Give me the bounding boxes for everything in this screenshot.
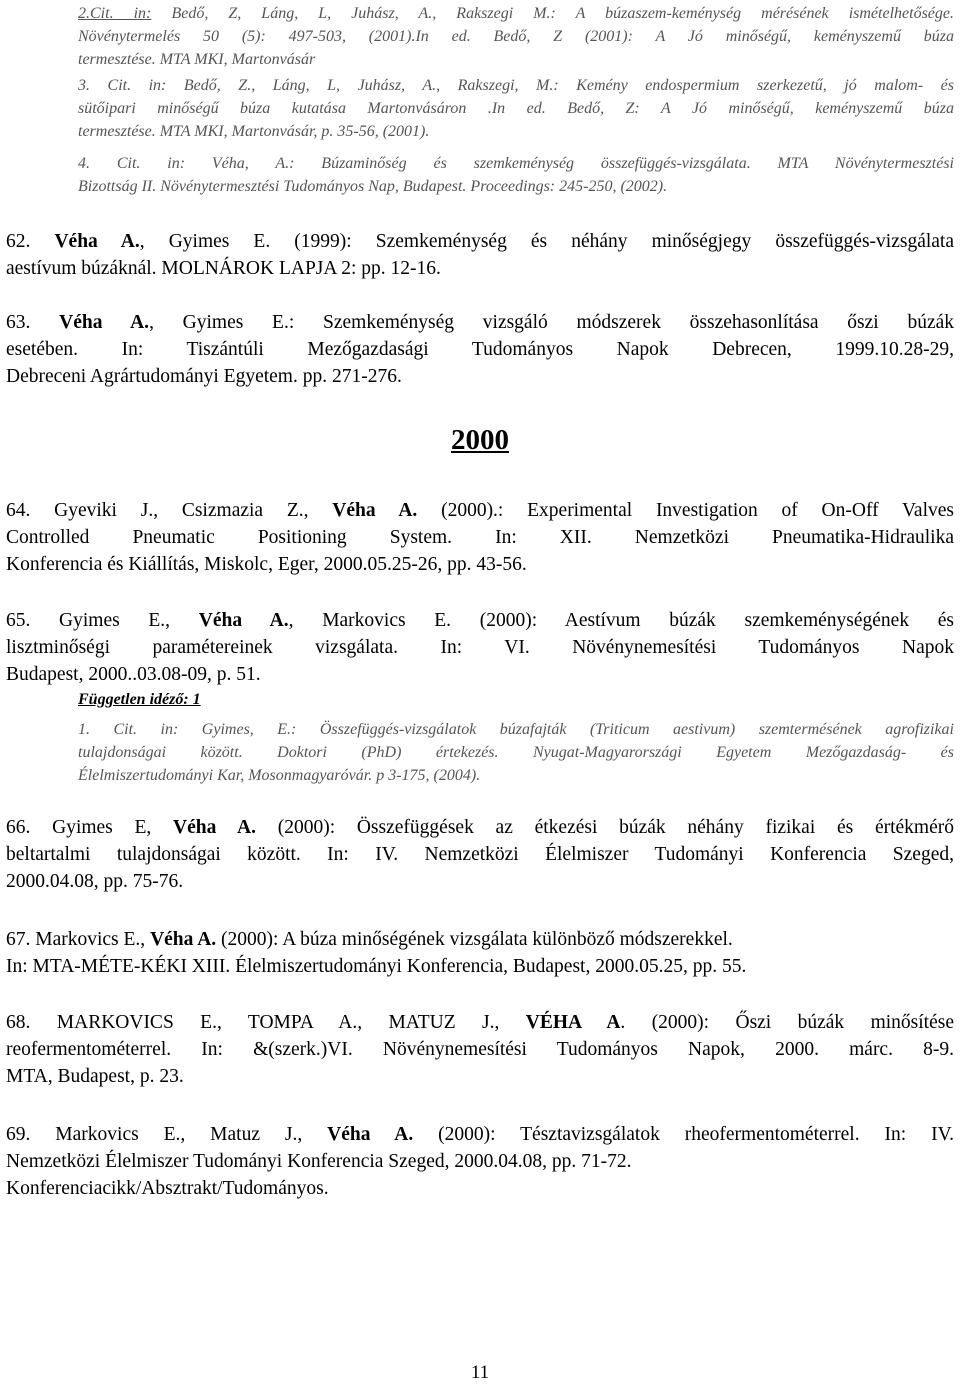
reference-line: [6, 926, 954, 953]
ref-authors: 68. MARKOVICS E., TOMPA A., MATUZ J.,: [6, 1012, 526, 1033]
reference-line: 2000.04.08, pp. 75-76.: [6, 871, 184, 892]
ref-number: 63.: [6, 312, 31, 333]
citation-line: 1. Cit. in: Gyimes, E.: Összefüggés-vizsgálatok búzafajták (Triticum aestivum) szemtermésének agrofizikai: [78, 721, 954, 738]
reference-line: reofermentométerrel. In: &(szerk.)VI. Növénynemesítési Tudományos Napok, 2000. márc. 8-9.: [6, 1039, 954, 1060]
citation-line: Növénytermelés 50 (5): 497-503, (2001).In ed. Bedő, Z (2001): A Jó minőségű, keményszemű búza: [78, 28, 954, 45]
reference-69: [6, 1121, 954, 1202]
year-heading: 2000: [451, 424, 509, 456]
ref-authors: 65. Gyimes E.,: [6, 610, 199, 631]
reference-66: [6, 814, 954, 895]
reference-line: beltartalmi tulajdonságai között. In: IV. Nemzetközi Élelmiszer Tudományi Konferencia Szeged,: [6, 844, 954, 865]
citation-line: tulajdonságai között. Doktori (PhD) értekezés. Nyugat-Magyarországi Egyetem Mezőgazdaság- és: [78, 744, 954, 761]
reference-line: Controlled Pneumatic Positioning System. In: XII. Nemzetközi Pneumatika-Hidraulika: [6, 527, 954, 548]
ref-author-highlight: Véha A.: [150, 929, 217, 950]
citation-65-1: [78, 718, 954, 787]
citation-line: 4. Cit. in: Véha, A.: Búzaminőség és szemkeménység összefüggés-vizsgálata. MTA Növénytermesztési: [78, 155, 954, 172]
reference-line: [6, 814, 954, 841]
ref-authors: 64. Gyeviki J., Csizmazia Z.,: [6, 500, 333, 521]
reference-line: [6, 607, 954, 634]
ref-author-highlight: Véha A.: [327, 1124, 414, 1145]
ref-author-highlight: Véha A.: [59, 312, 150, 333]
citation-2: [78, 2, 954, 71]
independent-citer-label: Független idéző: 1: [78, 691, 201, 708]
reference-line: Nemzetközi Élelmiszer Tudományi Konferencia Szeged, 2000.04.08, pp. 71-72.: [6, 1151, 632, 1172]
reference-line: Debreceni Agrártudományi Egyetem. pp. 271-276.: [6, 366, 402, 387]
ref-author-highlight: VÉHA A: [525, 1012, 621, 1033]
cit-text: Bedő, Z, Láng, L, Juhász, A., Rakszegi M.: A búzaszem-keménység mérésének ismételhetősége.: [171, 5, 955, 22]
citation-line: termesztése. MTA MKI, Martonvásár: [78, 51, 316, 68]
reference-67: [6, 926, 954, 980]
reference-line: [6, 1009, 954, 1036]
reference-line: Konferencia és Kiállítás, Miskolc, Eger, 2000.05.25-26, pp. 43-56.: [6, 554, 527, 575]
citation-4: [78, 152, 954, 198]
ref-text: , Gyimes E.: Szemkeménység vizsgáló módszerek összehasonlítása őszi búzák: [149, 312, 955, 333]
reference-line: [6, 309, 954, 336]
ref-author-highlight: Véha A.: [198, 610, 289, 631]
reference-65: [6, 607, 954, 688]
ref-text: (2000): A búza minőségének vizsgálata különböző módszerekkel.: [216, 929, 733, 950]
ref-authors: 66. Gyimes E,: [6, 817, 174, 838]
citation-line: sütőipari minőségű búza kutatása Martonvásáron .In ed. Bedő, Z: A Jó minőségű, keményszemű búza: [78, 100, 954, 117]
reference-line: aestívum búzáknál. MOLNÁROK LAPJA 2: pp. 12-16.: [6, 258, 441, 279]
reference-line: [6, 497, 954, 524]
reference-64: [6, 497, 954, 578]
reference-line: [6, 1121, 954, 1148]
reference-63: [6, 309, 954, 390]
ref-author-highlight: Véha A.: [173, 817, 256, 838]
cit-label: 2.Cit. in:: [78, 5, 152, 22]
ref-text: . (2000): Őszi búzák minősítése: [620, 1012, 954, 1033]
ref-author-highlight: Véha A.: [332, 500, 418, 521]
ref-text: (2000): Összefüggések az étkezési búzák néhány fizikai és értékmérő: [255, 817, 955, 838]
reference-line: esetében. In: Tiszántúli Mezőgazdasági Tudományos Napok Debrecen, 1999.10.28-29,: [6, 339, 954, 360]
reference-line: lisztminőségi paramétereinek vizsgálata. In: VI. Növénynemesítési Tudományos Napok: [6, 637, 954, 658]
citation-line: [78, 2, 954, 25]
reference-line: Konferenciacikk/Absztrakt/Tudományos.: [6, 1178, 329, 1199]
ref-author-highlight: Véha A.: [54, 231, 140, 252]
citation-3: [78, 74, 954, 143]
citation-line: Bizottság II. Növénytermesztési Tudományos Nap, Budapest. Proceedings: 245-250, (2002).: [78, 178, 668, 195]
reference-line: In: MTA-MÉTE-KÉKI XIII. Élelmiszertudományi Konferencia, Budapest, 2000.05.25, pp. 55.: [6, 956, 747, 977]
reference-line: MTA, Budapest, p. 23.: [6, 1066, 184, 1087]
citation-line: termesztése. MTA MKI, Martonvásár, p. 35-56, (2001).: [78, 123, 430, 140]
reference-68: [6, 1009, 954, 1090]
ref-text: (2000).: Experimental Investigation of On-Off Valves: [417, 500, 955, 521]
ref-text: (2000): Tésztavizsgálatok rheofermentométerrel. In: IV.: [413, 1124, 955, 1145]
reference-line: Budapest, 2000..03.08-09, p. 51.: [6, 664, 261, 685]
ref-text: , Gyimes E. (1999): Szemkeménység és néhány minőségjegy összefüggés-vizsgálata: [139, 231, 954, 252]
citation-line: Élelmiszertudományi Kar, Mosonmagyaróvár. p 3-175, (2004).: [78, 767, 481, 784]
ref-authors: 67. Markovics E.,: [6, 929, 151, 950]
reference-line: [6, 228, 954, 255]
reference-62: [6, 228, 954, 282]
ref-number: 62.: [6, 231, 31, 252]
page-number: 11: [470, 1362, 490, 1383]
citation-line: 3. Cit. in: Bedő, Z., Láng, L, Juhász, A., Rakszegi, M.: Kemény endospermium szerkezetű, jó malom- és: [78, 77, 954, 94]
ref-text: , Markovics E. (2000): Aestívum búzák szemkeménységének és: [288, 610, 955, 631]
ref-authors: 69. Markovics E., Matuz J.,: [6, 1124, 328, 1145]
